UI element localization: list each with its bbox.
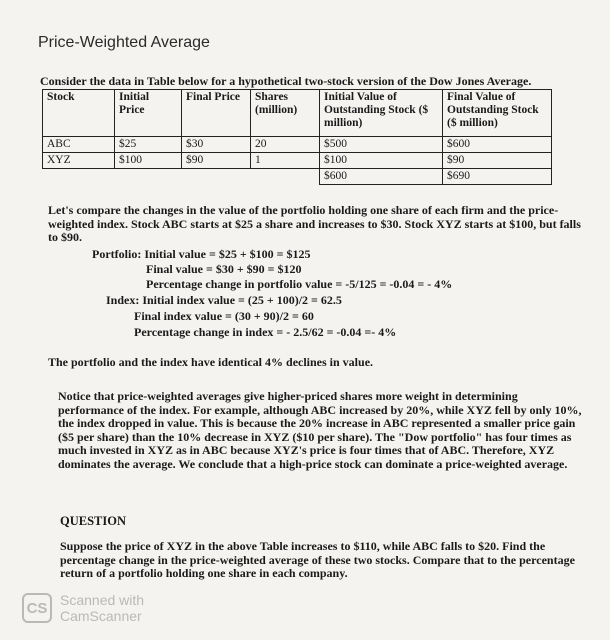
camscanner-logo-icon: CS [22, 593, 52, 623]
intro-text: Consider the data in Table below for a hypothetical two-stock version of the Dow Jones Average. [40, 74, 532, 88]
table-cell: 1 [251, 153, 320, 169]
table-row [43, 137, 552, 153]
table-row [43, 153, 552, 169]
table-cell: $30 [182, 137, 251, 153]
header-initial-value: Initial Value of Outstanding Stock ($ million) [320, 90, 443, 137]
table-cell: $25 [115, 137, 182, 153]
total-final-value: $690 [443, 169, 552, 185]
total-initial-value: $600 [320, 169, 443, 185]
question-title: QUESTION [60, 514, 126, 528]
notice-paragraph: Notice that price-weighted averages give higher-priced shares more weight in determining performance of the index. For example, although ABC increased by 20%, while XYZ fell by only 10%, the index dropped in value. This is because the 20% increase in ABC represented a smaller price gain ($5 per share) than the 10% decrease in XYZ ($10 per share). The "Dow portfolio" has four times as much invested in XYZ as in ABC because XYZ's price is four times that of ABC. Therefore, XYZ dominates the average. We conclude that a high-price stock can dominate a price-weighted average. [58, 389, 582, 471]
table-cell: 20 [251, 137, 320, 153]
index-final: Final index value = (30 + 90)/2 = 60 [134, 309, 314, 323]
table-cell: $600 [443, 137, 552, 153]
table-header-row [43, 90, 552, 137]
camscanner-watermark [22, 592, 144, 624]
table-cell: $500 [320, 137, 443, 153]
header-shares: Shares (million) [251, 90, 320, 137]
portfolio-final: Final value = $30 + $90 = $120 [146, 262, 302, 276]
table-cell: $100 [320, 153, 443, 169]
table-cell: XYZ [43, 153, 115, 169]
index-change: Percentage change in index = - 2.5/62 = -0.04 =- 4% [134, 325, 397, 339]
table-totals-row [43, 169, 552, 185]
header-initial-price: Initial Price [115, 90, 182, 137]
watermark-line1: Scanned with [60, 592, 145, 608]
page-title: Price-Weighted Average [38, 34, 210, 51]
table-cell: $100 [115, 153, 182, 169]
table-cell: $90 [443, 153, 552, 169]
portfolio-initial: Portfolio: Initial value = $25 + $100 = $125 [92, 247, 311, 261]
header-final-price: Final Price [182, 90, 251, 137]
portfolio-change: Percentage change in portfolio value = -5/125 = -0.04 = - 4% [146, 277, 453, 291]
header-stock: Stock [43, 90, 115, 137]
table-cell: $90 [182, 153, 251, 169]
index-initial: Index: Initial index value = (25 + 100)/2 = 62.5 [106, 293, 342, 307]
table-cell: ABC [43, 137, 115, 153]
compare-paragraph: Let's compare the changes in the value of the portfolio holding one share of each firm and the price-weighted index. Stock ABC starts at $25 a share and increases to $30. Stock XYZ starts at $100, but falls to $90. [48, 203, 581, 244]
header-final-value: Final Value of Outstanding Stock ($ million) [443, 90, 552, 137]
stock-table [42, 89, 552, 185]
watermark-text [60, 592, 144, 624]
watermark-line2: CamScanner [60, 608, 142, 624]
identical-paragraph: The portfolio and the index have identical 4% declines in value. [48, 355, 374, 369]
question-text: Suppose the price of XYZ in the above Table increases to $110, while ABC falls to $20. Find the percentage change in the price-weighted average of these two stocks. Compare that to the percentage return of a portfolio holding one share in each company. [60, 539, 575, 580]
